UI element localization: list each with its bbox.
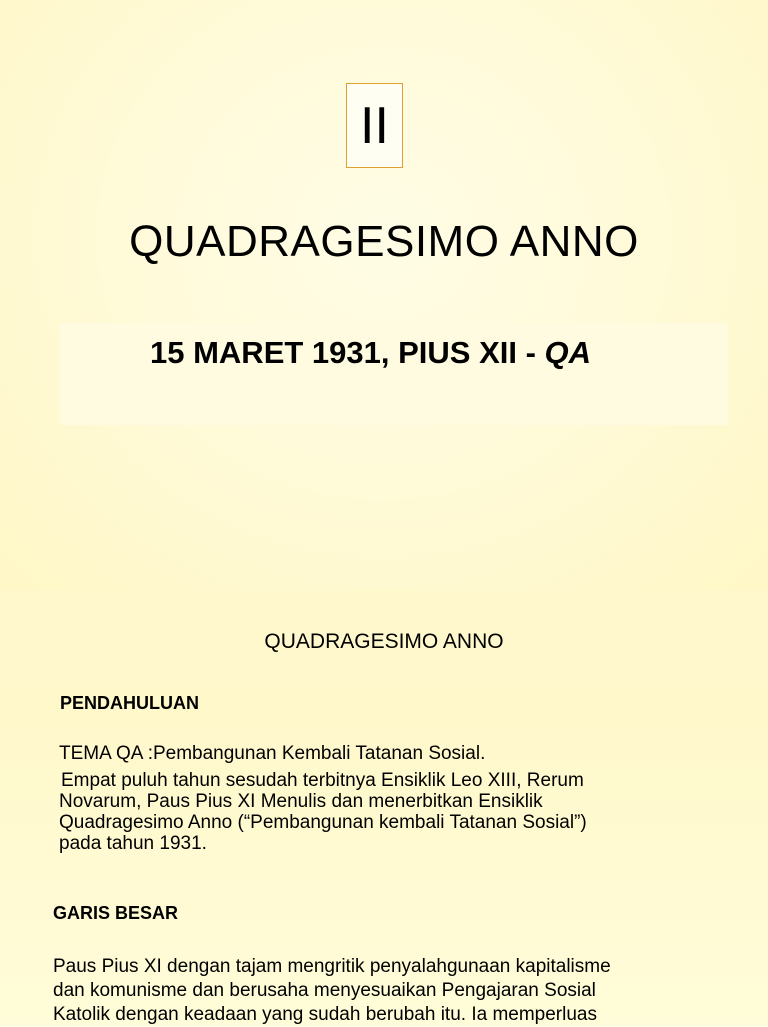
intro-line: Novarum, Paus Pius XI Menulis dan menerbitkan Ensiklik [59, 791, 543, 812]
outline-heading: GARIS BESAR [53, 903, 179, 923]
chapter-number-box [346, 83, 403, 168]
theme-line: TEMA QA :Pembangunan Kembali Tatanan Sosial. [59, 743, 486, 764]
intro-paragraph [59, 770, 719, 854]
slide-subtitle [150, 335, 591, 371]
intro-heading: PENDAHULUAN [60, 693, 199, 713]
outline-line: dan komunisme dan berusaha menyesuaikan Pengajaran Sosial [53, 980, 596, 1001]
intro-line: Quadragesimo Anno (“Pembangunan kembali Tatanan Sosial”) [59, 812, 587, 833]
outline-paragraph [53, 955, 753, 1027]
chapter-number: II [360, 96, 389, 155]
outline-line: Paus Pius XI dengan tajam mengritik penyalahgunaan kapitalisme [53, 956, 611, 977]
subtitle-abbreviation: QA [544, 335, 592, 370]
outline-line: Katolik dengan keadaan yang sudah berubah itu. Ia memperluas [53, 1004, 597, 1025]
subtitle-date-author: 15 MARET 1931, PIUS XII - [150, 335, 545, 370]
intro-line: pada tahun 1931. [59, 833, 207, 854]
slide-title: QUADRAGESIMO ANNO [129, 217, 639, 266]
document-title: QUADRAGESIMO ANNO [264, 630, 504, 653]
intro-line: Empat puluh tahun sesudah terbitnya Ensiklik Leo XIII, Rerum [61, 770, 584, 791]
